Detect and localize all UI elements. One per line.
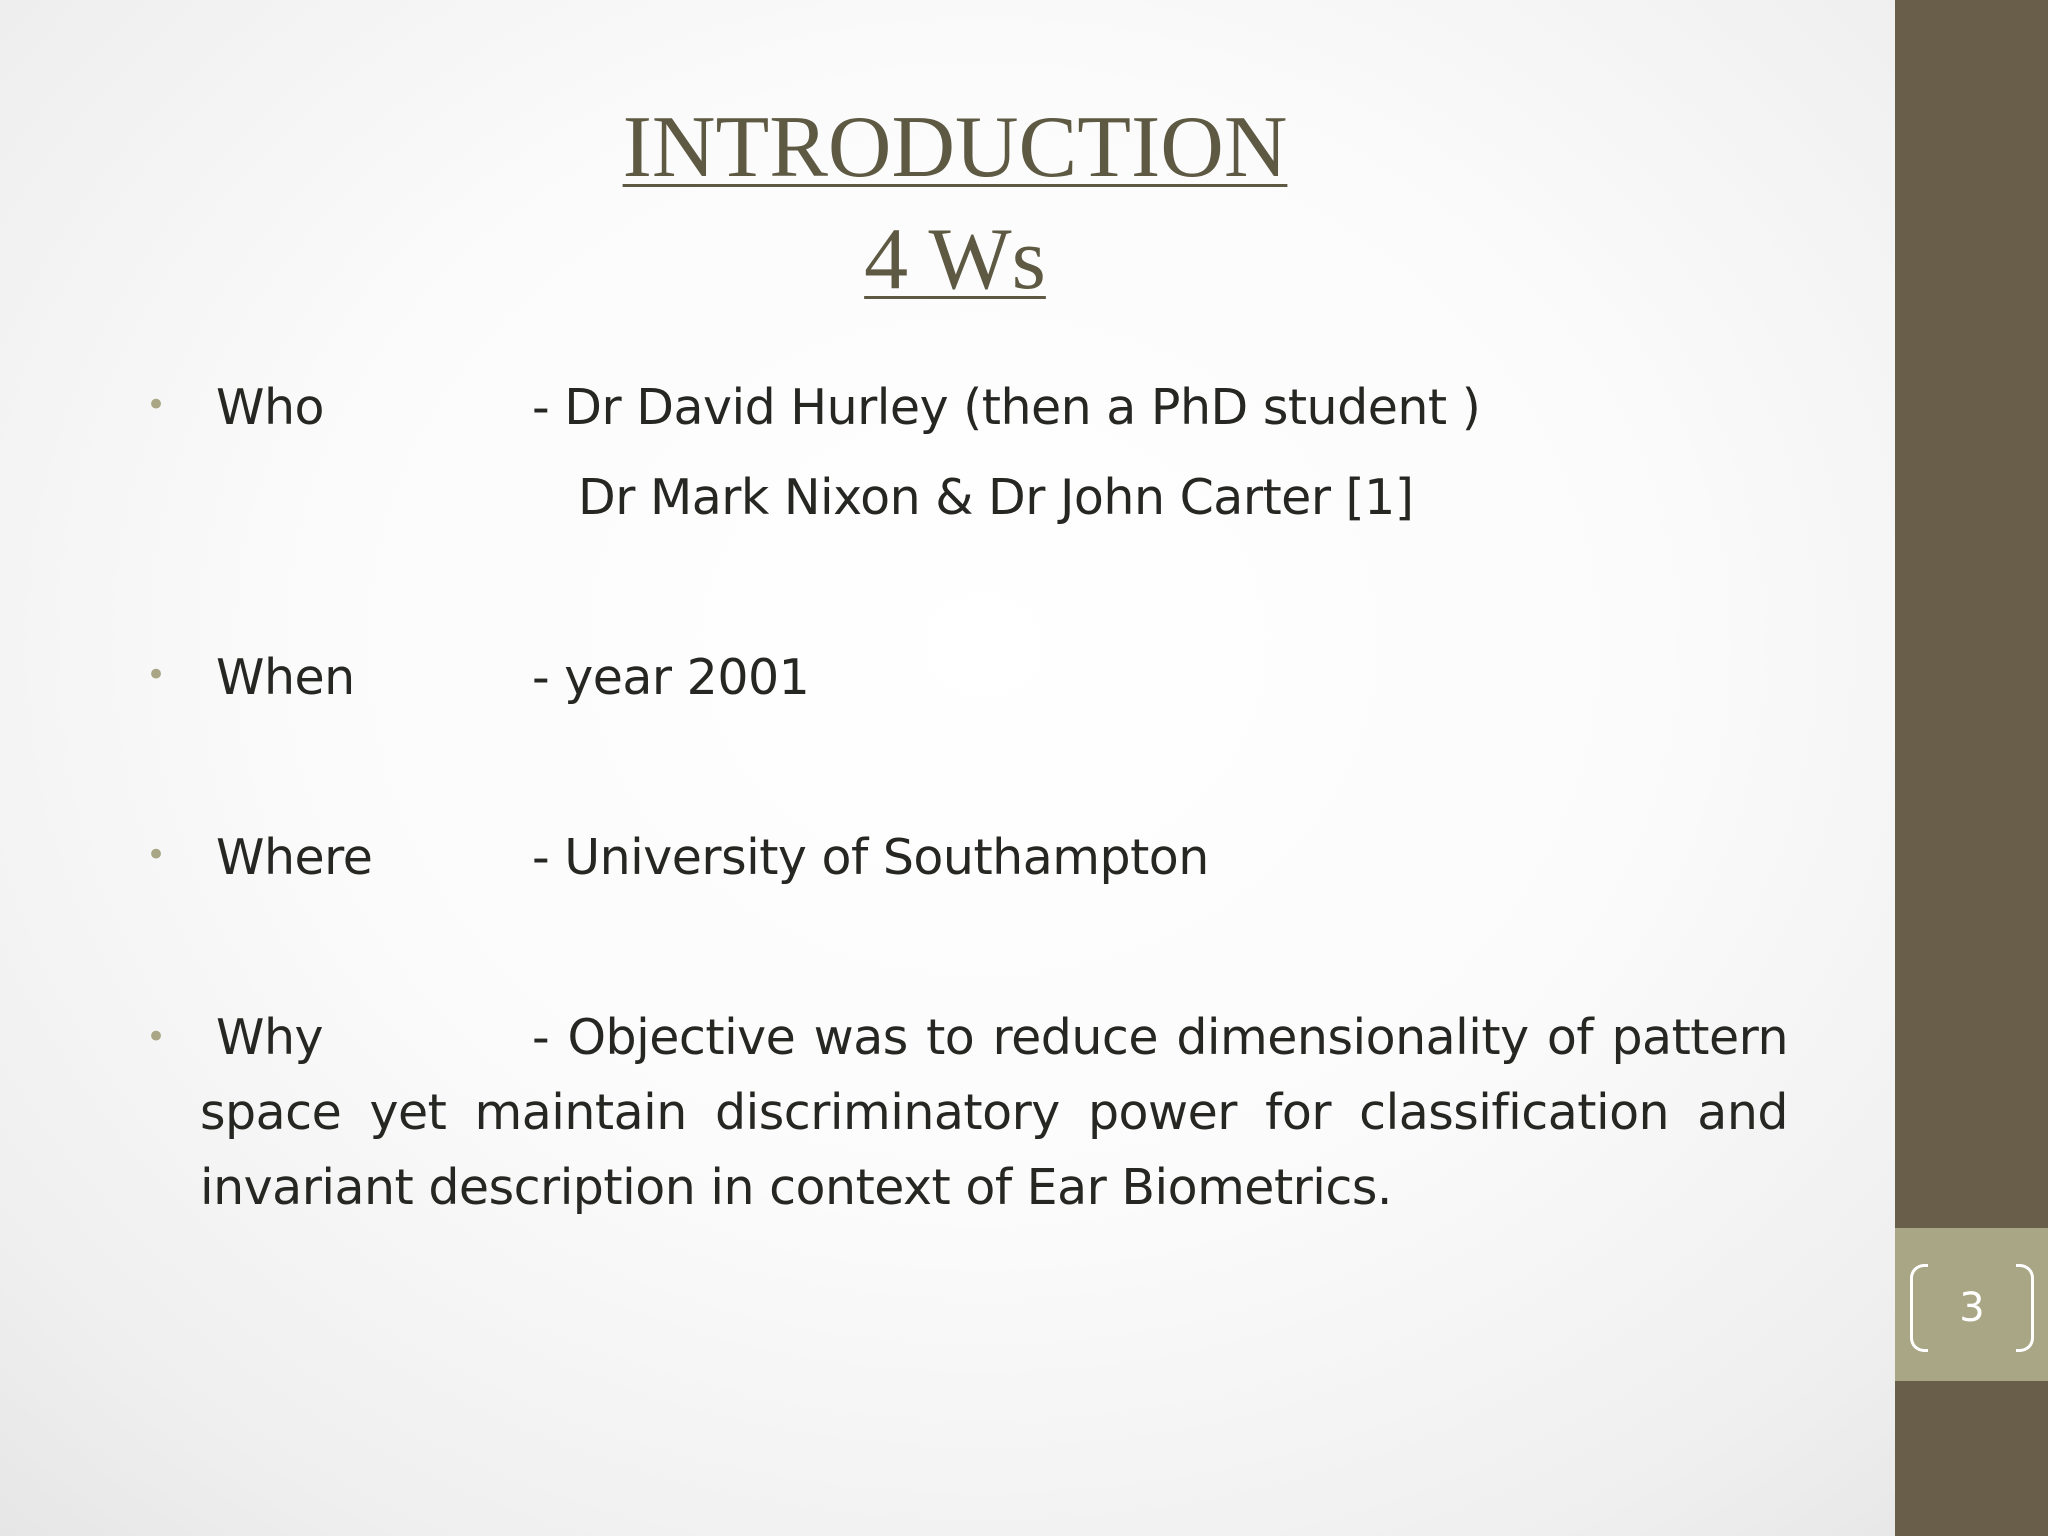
page-number: 3 bbox=[1959, 1285, 1985, 1331]
why-paragraph bbox=[200, 1000, 1788, 1225]
title-line-1: INTRODUCTION bbox=[622, 99, 1288, 196]
text-who: - Dr David Hurley (then a PhD student ) bbox=[532, 379, 1481, 436]
text-when: - year 2001 bbox=[532, 649, 810, 706]
slide-title bbox=[360, 92, 1550, 316]
label-when: When bbox=[216, 649, 355, 706]
text-who-continued: Dr Mark Nixon & Dr John Carter [1] bbox=[578, 469, 1414, 526]
text-why: - Objective was to reduce dimensionality of pattern space yet maintain discriminatory power for classification and invariant description in context of Ear Biometrics. bbox=[200, 1009, 1788, 1216]
bullet-who: • bbox=[146, 385, 167, 425]
bracket-left bbox=[1910, 1264, 1928, 1352]
label-who: Who bbox=[216, 379, 324, 436]
bullet-where: • bbox=[146, 835, 167, 875]
label-why: Why bbox=[216, 1009, 324, 1066]
bracket-right bbox=[2016, 1264, 2034, 1352]
bullet-when: • bbox=[146, 655, 167, 695]
bullet-why: • bbox=[146, 1017, 167, 1057]
label-where: Where bbox=[216, 829, 373, 886]
text-where: - University of Southampton bbox=[532, 829, 1209, 886]
title-line-2: 4 Ws bbox=[864, 211, 1046, 308]
